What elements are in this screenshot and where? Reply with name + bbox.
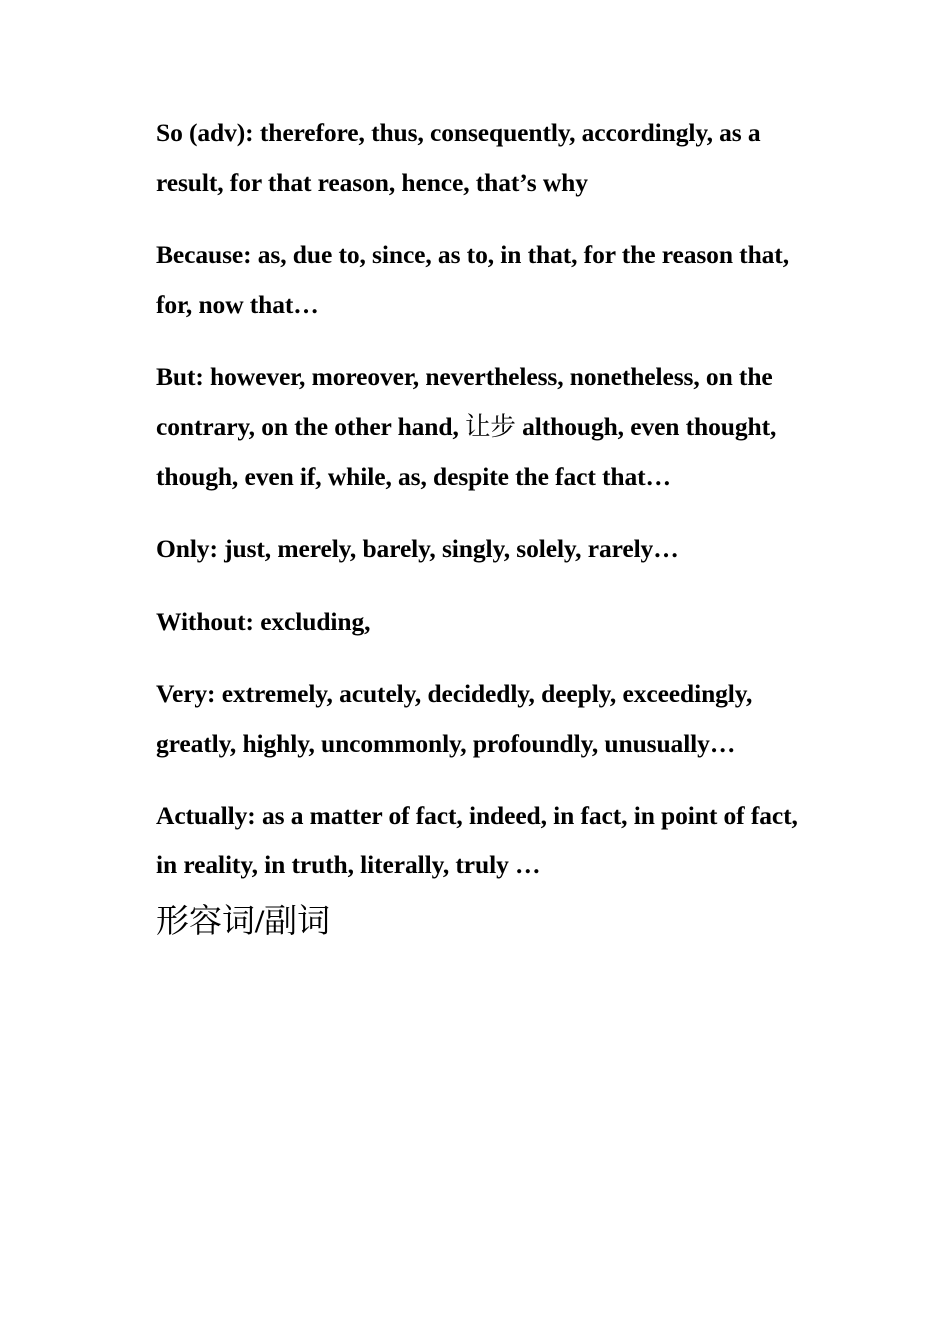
synonym-entry-so: So (adv): therefore, thus, consequently, accordingly, as a result, for that reason, hence, that’s why <box>156 118 761 197</box>
section-heading-slash: / <box>255 903 265 940</box>
document-page <box>156 108 816 944</box>
synonym-entry-actually: Actually: as a matter of fact, indeed, in fact, in point of fact, in reality, in truth, literally, truly … <box>156 800 798 880</box>
synonym-entry-only: Only: just, merely, barely, singly, solely, rarely… <box>156 534 679 564</box>
synonym-entry-but-text-end: although, even thought, though, even if, while, as, despite the fact that… <box>156 411 777 492</box>
synonym-entry-without: Without: excluding, <box>156 606 371 636</box>
synonym-entry-but <box>156 352 816 502</box>
section-heading <box>156 899 816 944</box>
synonym-entry-but-text-start: But: however, moreover, nevertheless, nonetheless, on the contrary, on the other hand, <box>156 361 773 441</box>
synonym-entry-because: Because: as, due to, since, as to, in that, for the reason that, for, now that… <box>156 239 789 319</box>
section-heading-adjective: 形容词 <box>156 900 255 940</box>
synonym-entry-very: Very: extremely, acutely, decidedly, deeply, exceedingly, greatly, highly, uncommonly, profoundly, unusually… <box>156 678 753 758</box>
synonym-entry-but-cjk-note: 让步 <box>465 411 516 442</box>
section-heading-adverb: 副词 <box>264 900 331 940</box>
